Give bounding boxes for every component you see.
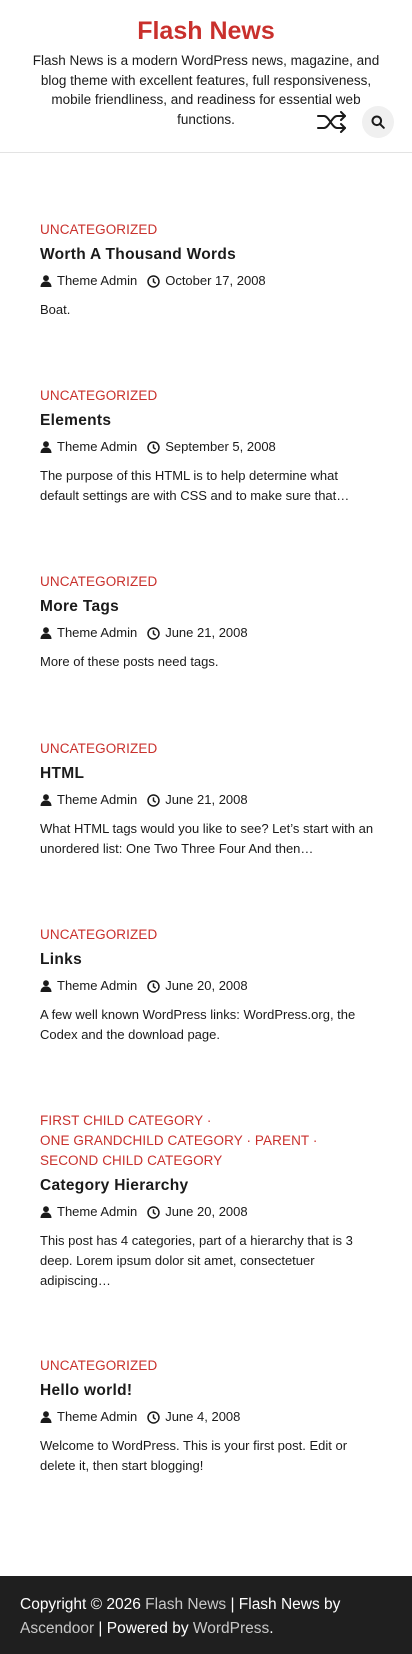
category-link[interactable]: SECOND CHILD CATEGORY [40, 1153, 223, 1168]
date-text: June 20, 2008 [165, 978, 248, 993]
post-title[interactable]: Links [40, 951, 82, 968]
shuffle-icon [317, 111, 347, 133]
site-title[interactable]: Flash News [137, 17, 275, 45]
category-link[interactable]: FIRST CHILD CATEGORY [40, 1113, 204, 1128]
site-header [0, 0, 412, 153]
post-date[interactable] [147, 977, 247, 995]
post-categories [40, 925, 374, 945]
post-categories [40, 572, 374, 592]
user-icon [40, 275, 52, 287]
category-link[interactable]: ONE GRANDCHILD CATEGORY [40, 1133, 243, 1148]
author-name: Theme Admin [57, 792, 138, 807]
post-author[interactable] [40, 977, 137, 995]
post-meta [40, 977, 374, 995]
date-text: June 20, 2008 [165, 1204, 248, 1219]
footer-site-link[interactable]: Flash News [145, 1596, 227, 1613]
footer-separator: | Powered by [94, 1620, 193, 1637]
clock-icon [147, 980, 160, 993]
post-card [40, 386, 374, 506]
author-name: Theme Admin [57, 1409, 138, 1424]
date-text: September 5, 2008 [165, 439, 276, 454]
author-name: Theme Admin [57, 978, 138, 993]
post-categories [40, 220, 374, 240]
post-author[interactable] [40, 791, 137, 809]
user-icon [40, 441, 52, 453]
post-meta [40, 438, 374, 456]
category-link[interactable]: UNCATEGORIZED [40, 1358, 158, 1373]
author-name: Theme Admin [57, 439, 138, 454]
clock-icon [147, 794, 160, 807]
category-link[interactable]: UNCATEGORIZED [40, 388, 158, 403]
post-meta [40, 1408, 374, 1426]
post-meta [40, 791, 374, 809]
post-excerpt: More of these posts need tags. [40, 654, 219, 669]
post-title[interactable]: Elements [40, 412, 112, 429]
clock-icon [147, 275, 160, 288]
category-link[interactable]: UNCATEGORIZED [40, 741, 158, 756]
post-date[interactable] [147, 438, 276, 456]
post-card [40, 1356, 374, 1476]
author-name: Theme Admin [57, 625, 138, 640]
category-link[interactable]: UNCATEGORIZED [40, 927, 158, 942]
date-text: June 4, 2008 [165, 1409, 241, 1424]
post-date[interactable] [147, 791, 247, 809]
clock-icon [147, 627, 160, 640]
post-date[interactable] [147, 272, 265, 290]
author-name: Theme Admin [57, 1204, 138, 1219]
user-icon [40, 980, 52, 992]
clock-icon [147, 441, 160, 454]
post-card [40, 925, 374, 1045]
post-author[interactable] [40, 272, 137, 290]
post-card [40, 572, 374, 672]
footer-author-link[interactable]: Ascendoor [20, 1620, 95, 1637]
clock-icon [147, 1206, 160, 1219]
post-author[interactable] [40, 1203, 137, 1221]
user-icon [40, 1206, 52, 1218]
footer-wordpress-link[interactable]: WordPress [192, 1620, 270, 1637]
post-categories [40, 386, 374, 406]
date-text: June 21, 2008 [165, 792, 248, 807]
author-name: Theme Admin [57, 273, 138, 288]
post-meta [40, 624, 374, 642]
post-title[interactable]: Category Hierarchy [40, 1177, 189, 1194]
date-text: October 17, 2008 [165, 273, 266, 288]
header-tools [316, 106, 394, 138]
post-categories [40, 1356, 374, 1376]
post-author[interactable] [40, 1408, 137, 1426]
post-author[interactable] [40, 624, 137, 642]
post-card [40, 220, 374, 320]
post-excerpt: This post has 4 categories, part of a hierarchy that is 3 deep. Lorem ipsum dolor sit amet, consectetuer adipiscing… [40, 1233, 353, 1288]
site-footer [0, 1576, 412, 1654]
post-excerpt: Boat. [40, 302, 71, 317]
category-link[interactable]: UNCATEGORIZED [40, 222, 158, 237]
user-icon [40, 794, 52, 806]
post-author[interactable] [40, 438, 137, 456]
post-excerpt: What HTML tags would you like to see? Let’s start with an unordered list: One Two Three Four And then… [40, 821, 374, 856]
search-button[interactable] [362, 106, 394, 138]
user-icon [40, 1411, 52, 1423]
post-title[interactable]: Hello world! [40, 1382, 133, 1399]
post-excerpt: A few well known WordPress links: WordPress.org, the Codex and the download page. [40, 1007, 356, 1042]
category-link[interactable]: PARENT [254, 1133, 310, 1148]
post-date[interactable] [147, 624, 247, 642]
post-meta [40, 272, 374, 290]
search-icon [371, 115, 385, 129]
random-post-button[interactable] [316, 106, 348, 138]
post-date[interactable] [147, 1203, 247, 1221]
footer-suffix: . [269, 1620, 274, 1637]
post-excerpt: Welcome to WordPress. This is your first post. Edit or delete it, then start blogging! [40, 1438, 348, 1473]
user-icon [40, 627, 52, 639]
post-title[interactable]: HTML [40, 765, 85, 782]
post-title[interactable]: Worth A Thousand Words [40, 246, 237, 263]
date-text: June 21, 2008 [165, 625, 248, 640]
post-categories [40, 739, 374, 759]
copyright-text: Copyright © 2026 [20, 1596, 146, 1613]
footer-separator: | Flash News by [226, 1596, 341, 1613]
post-excerpt: The purpose of this HTML is to help determine what default settings are with CSS and to make sure that… [40, 468, 350, 503]
post-title[interactable]: More Tags [40, 598, 120, 615]
post-date[interactable] [147, 1408, 240, 1426]
post-card [40, 739, 374, 859]
post-meta [40, 1203, 374, 1221]
site-description: Flash News is a modern WordPress news, magazine, and blog theme with excellent features, full responsiveness, mobile friendliness, and readiness for essential web functions. [32, 53, 380, 127]
post-card [40, 1111, 374, 1291]
category-link[interactable]: UNCATEGORIZED [40, 574, 158, 589]
post-categories: FIRST CHILD CATEGORY · ONE GRANDCHILD CATEGORY · PARENT · SECOND CHILD CATEGORY [40, 1113, 318, 1168]
clock-icon [147, 1411, 160, 1424]
